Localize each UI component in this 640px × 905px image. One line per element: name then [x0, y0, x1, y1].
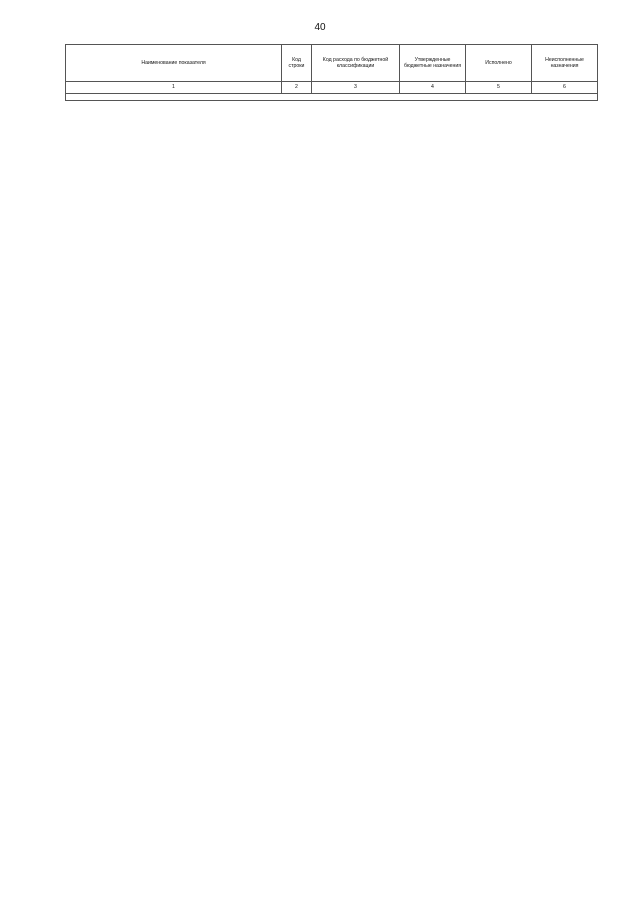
spacer-row [66, 94, 598, 101]
table-header-row [66, 45, 598, 82]
header-line-code: Код строки [282, 45, 312, 82]
column-number-row [66, 82, 598, 94]
header-unexecuted: Неисполненные назначения [532, 45, 598, 82]
column-number: 6 [532, 82, 598, 94]
header-indicator-name: Наименование показателя [66, 45, 282, 82]
table-body [66, 94, 598, 101]
column-number: 1 [66, 82, 282, 94]
header-executed: Исполнено [466, 45, 532, 82]
budget-execution-table [65, 44, 598, 101]
column-number: 5 [466, 82, 532, 94]
column-number: 2 [282, 82, 312, 94]
column-number: 3 [312, 82, 400, 94]
page-number: 40 [314, 22, 326, 33]
spacer-cell [66, 94, 598, 101]
header-expense-code: Код расхода по бюджетной классификации [312, 45, 400, 82]
header-approved: Утвержденные бюджетные назначения [400, 45, 466, 82]
column-number: 4 [400, 82, 466, 94]
